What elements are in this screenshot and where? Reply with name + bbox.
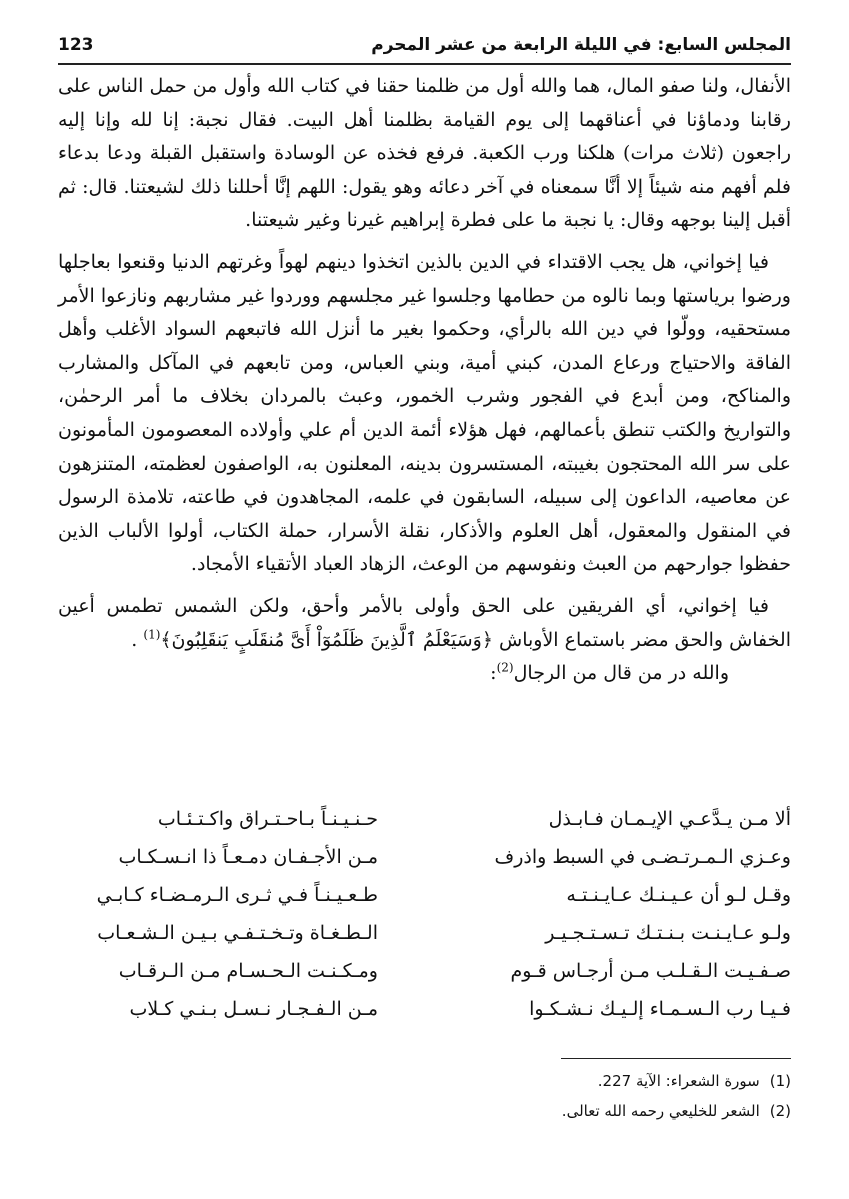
verse (58, 990, 791, 1028)
footnotes (58, 1066, 791, 1126)
poem-intro-text: والله در من قال من الرجال (513, 662, 729, 685)
running-title: المجلس السابع: في الليلة الرابعة من عشر المحرم (371, 35, 791, 55)
header-rule (58, 63, 791, 65)
verse-first-hemistich: صـفـيـت الـقـلـب مـن أرجـاس قـوم (510, 960, 791, 982)
footnote-number: (1) (769, 1072, 791, 1090)
page-number: 123 (58, 35, 94, 55)
verse (58, 876, 791, 914)
verse-first-hemistich: ألا مـن يـدَّعـي الإيـمـان فـابـذل (548, 808, 791, 830)
verse (58, 838, 791, 876)
footnote-ref-1: (1) (143, 627, 161, 642)
paragraph-1: الأنفال، ولنا صفو المال، هما والله أول من ظلمنا حقنا في كتاب الله وأول من حمل الناس على رقابنا ودماؤنا في أعناقهما إلى يوم القيامة بظلمنا أهل البيت. فقال نجبة: إنا لله وإنا إليه راجعون (ثلاث مرات) هلكنا ورب الكعبة. فرفع فخذه عن الوسادة واستقبل القبلة ودعا بدعاء فلم أفهم منه شيئاً إلا أنَّا سمعناه في آخر دعائه وهو يقول: اللهم إنَّا أحللنا ذلك لشيعتنا. قال: ثم أقبل إلينا بوجهه وقال: يا نجبة ما على فطرة إبراهيم غيرنا وغير شيعتنا. (58, 75, 791, 232)
verse-second-hemistich: طـعـيـنـاً فـي ثـرى الـرمـضـاء كـابـي (96, 884, 378, 906)
verse-first-hemistich: وقـل لـو أن عـيـنـك عـايـنـتـه (566, 884, 791, 906)
verse-first-hemistich: فـيـا رب الـسـمـاء إلـيـك نـشـكـوا (529, 998, 791, 1020)
body-text (58, 70, 791, 691)
paragraph-3-text: فيا إخواني، أي الفريقين على الحق وأولى بالأمر وأحق، ولكن الشمس تطمس أعين الخفاش والحق مضر باستماع الأوباش (58, 594, 791, 651)
footnote-ref-2: (2) (496, 660, 514, 675)
quran-verse: ﴿وَسَيَعْلَمُ ٱلَّذِينَ ظَلَمُوٓاْ أَىَّ مُنقَلَبٍ يَنقَلِبُونَ﴾ (160, 628, 493, 651)
verse-second-hemistich: ومـكـنـت الـحـسـام مـن الـرقـاب (118, 960, 378, 982)
footnote-text: سورة الشعراء: الآية 227. (597, 1072, 760, 1090)
verse-first-hemistich: وعـزي الـمـرتـضـى في السبط واذرف (494, 846, 791, 868)
footnote-number: (2) (769, 1102, 791, 1120)
verse-second-hemistich: الـطـغـاة وتـخـتـفـي بـيـن الـشـعـاب (97, 922, 378, 944)
poem-intro (58, 657, 791, 691)
verse-second-hemistich: حـنـيـنـاً بـاحـتـراق واكـتـئـاب (157, 808, 378, 830)
page-header (58, 30, 791, 60)
verse-second-hemistich: مـن الـفـجـار نـسـل بـنـي كـلاب (129, 998, 378, 1020)
verse (58, 800, 791, 838)
poem-intro-end: : (490, 662, 497, 685)
footnote-text: الشعر للخليعي رحمه الله تعالى. (561, 1102, 760, 1120)
verse (58, 914, 791, 952)
paragraph-3 (58, 590, 791, 657)
footnote (58, 1066, 791, 1096)
footnote-rule (561, 1058, 791, 1059)
verse (58, 952, 791, 990)
paragraph-3-end: . (131, 628, 138, 651)
footnote (58, 1096, 791, 1126)
paragraph-2: فيا إخواني، هل يجب الاقتداء في الدين بالذين اتخذوا دينهم لهواً وغرتهم الدنيا وقنعوا بعاجلها ورضوا برياستها وبما نالوه من حطامها وجلسوا غير مجلسهم ووردوا غير مشاربهم ونازعوا الأمر مستحقيه، وولّوا في دين الله بالرأي، وحكموا بغير ما أنزل الله فاتبعهم السواد الأغلب وأهل الفاقة والاحتياج ورعاع المدن، كبني أمية، وبني العباس، ومن تابعهم في المآكل والمشارب والمناكح، ومن أبدع في الفجور وشرب الخمور، وعبث بالمردان بخلاف ما أمر الرحمٰن، والتواريخ والكتب تنطق بأعمالهم، فهل هؤلاء أئمة الدين أم علي وأولاده المعصومون المأمونون على سر الله المحتجون بغيبته، المستسرون بدينه، المعلنون به، الواصفون لعظمته، المتنزهون عن معاصيه، الداعون إلى سبيله، السابقون في علمه، المجاهدون في طاعته، تلامذة الرسول في المنقول والمعقول، أهل العلوم والأذكار، نقلة الأسرار، حملة الكتاب، أولوا الألباب الذين حفظوا جوارحهم من العبث ونفوسهم من الوعث، الزهاد العباد الأتقياء الأمجاد. (58, 250, 791, 576)
verse-first-hemistich: ولـو عـايـنـت بـنـتـك تـسـتـجـيـر (545, 922, 791, 944)
verse-second-hemistich: مـن الأجـفـان دمـعـاً ذا انـسـكـاب (118, 846, 378, 868)
poem (58, 800, 791, 1028)
